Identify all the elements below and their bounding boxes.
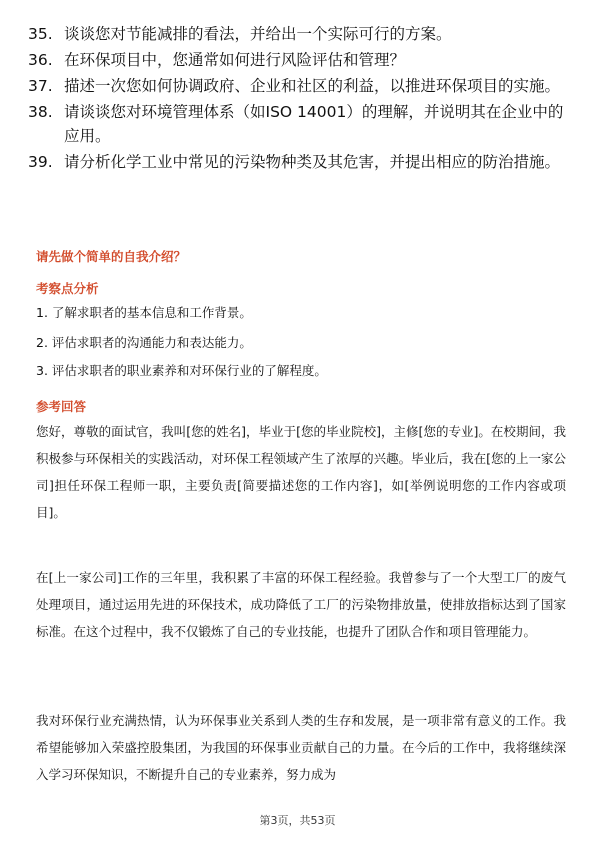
question-list [28, 22, 573, 176]
question-number: 37. [28, 77, 53, 95]
answer-heading: 参考回答 [36, 399, 87, 414]
question-number: 38. [28, 103, 53, 121]
analysis-item: 1. 了解求职者的基本信息和工作背景。 [36, 305, 252, 320]
question-item [28, 22, 573, 46]
answer-paragraph: 我对环保行业充满热情，认为环保事业关系到人类的生存和发展，是一项非常有意义的工作。我希望能够加入荣盛控股集团，为我国的环保事业贡献自己的力量。在今后的工作中，我将继续深入学习环保知识，不断提升自己的专业素养，努力成为 [36, 713, 566, 782]
analysis-item: 3. 评估求职者的职业素养和对环保行业的了解程度。 [36, 363, 327, 378]
section-question-heading: 请先做个简单的自我介绍？ [36, 249, 187, 264]
question-item [28, 74, 573, 98]
question-text: 请谈谈您对环境管理体系（如ISO 14001）的理解，并说明其在企业中的应用。 [64, 103, 564, 145]
question-item [28, 48, 573, 72]
answer-paragraph: 在[上一家公司]工作的三年里，我积累了丰富的环保工程经验。我曾参与了一个大型工厂的废气处理项目，通过运用先进的环保技术，成功降低了工厂的污染物排放量，使排放指标达到了国家标准。在这个过程中，我不仅锻炼了自己的专业技能，也提升了团队合作和项目管理能力。 [36, 570, 566, 639]
analysis-heading: 考察点分析 [36, 281, 99, 296]
question-number: 36. [28, 51, 53, 69]
analysis-item: 2. 评估求职者的沟通能力和表达能力。 [36, 335, 252, 350]
question-number: 39. [28, 153, 53, 171]
question-text: 谈谈您对节能减排的看法，并给出一个实际可行的方案。 [64, 25, 452, 43]
answer-paragraph: 您好，尊敬的面试官，我叫[您的姓名]，毕业于[您的毕业院校]，主修[您的专业]。在校期间，我积极参与环保相关的实践活动，对环保工程领域产生了浓厚的兴趣。毕业后，我在[您的上一家公司]担任环保工程师一职，主要负责[简要描述您的工作内容]，如[举例说明您的工作内容或项目]。 [36, 424, 566, 520]
page-number-footer: 第3页，共53页 [259, 814, 336, 827]
question-number: 35. [28, 25, 53, 43]
question-item [28, 100, 573, 148]
question-item [28, 150, 573, 174]
question-text: 在环保项目中，您通常如何进行风险评估和管理？ [64, 51, 406, 69]
question-text: 请分析化学工业中常见的污染物种类及其危害，并提出相应的防治措施。 [64, 153, 561, 171]
question-text: 描述一次您如何协调政府、企业和社区的利益，以推进环保项目的实施。 [64, 77, 561, 95]
